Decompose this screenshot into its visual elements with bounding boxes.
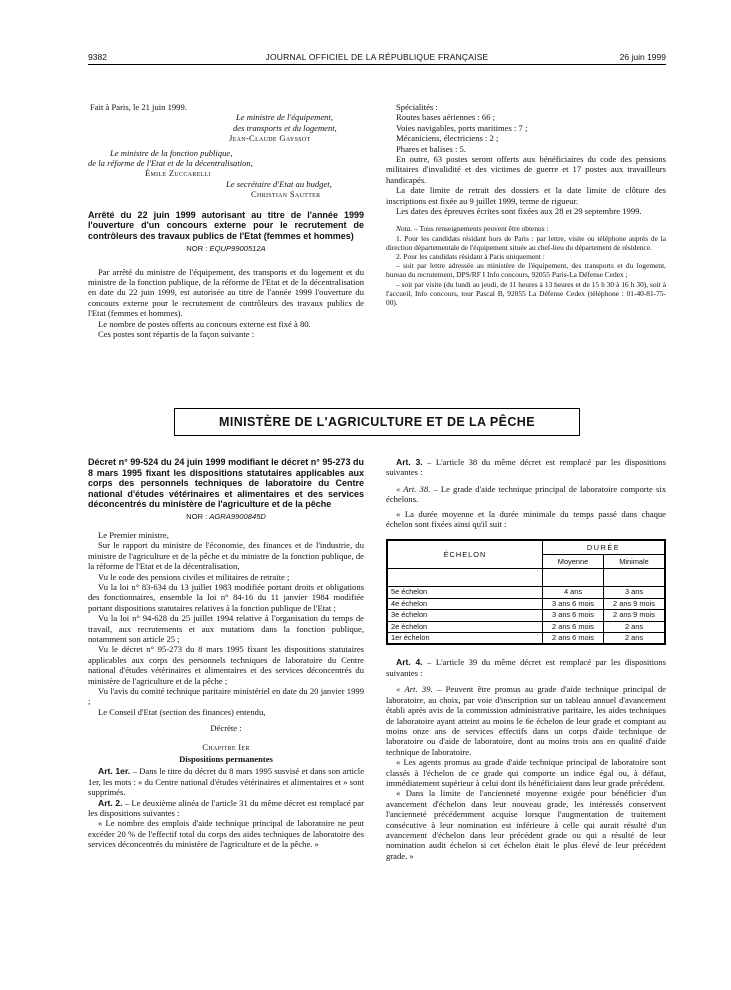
signatory-name: Jean-Claude Gayssot xyxy=(229,133,311,144)
paragraph: Par arrêté du ministre de l'équipement, des transports et du logement et du ministre de la fonction publique, de la réforme de l'Etat et de la décentralisation en date du 22 juin 1999, est autorisée au titre de l'année 1999 l'ouverture du concours externe pour le recrutement de contrôleurs des travaux publics de l'Etat (femmes et hommes). xyxy=(88,266,364,319)
page-header xyxy=(88,52,666,65)
signatory-name: Émile Zuccarelli xyxy=(145,168,211,179)
right-bottom-column xyxy=(386,457,666,861)
table-cell: 3e échelon xyxy=(388,610,543,621)
visa: Vu l'avis du comité technique paritaire ministériel en date du 20 janvier 1999 ; xyxy=(88,686,364,707)
col-header-minimale: Minimale xyxy=(604,555,665,569)
list-line: Phares et balises : 5. xyxy=(396,143,466,154)
nota-text: – Tous renseignements peuvent être obtenus : xyxy=(412,224,549,234)
article-label: Art. 4. xyxy=(396,657,423,668)
signatory-role: de la réforme de l'Etat et de la décentralisation, xyxy=(88,158,253,169)
list-line: Spécialités : xyxy=(396,102,438,112)
article-39 xyxy=(386,684,666,757)
arrete-title: Arrêté du 22 juin 1999 autorisant au titre de l'année 1999 l'ouverture d'un concours externe pour le recrutement de contrôleurs des travaux publics de l'Etat (femmes et hommes) xyxy=(88,209,364,241)
issue-date: 26 juin 1999 xyxy=(619,52,666,62)
left-bottom-column xyxy=(88,457,364,850)
col-header-moyenne: Moyenne xyxy=(543,555,604,569)
table-cell: 1er échelon xyxy=(388,633,543,644)
paragraph: « Les agents promus au grade d'aide technique principal de laboratoire sont classés à l'échelon de ce grade qui comporte un indice égal ou, à défaut, immédiatement supérieur à celui dont ils bénéficiaient dans leur grade précédent. xyxy=(386,757,666,788)
table-cell: 2e échelon xyxy=(388,621,543,632)
nota-item: 1. Pour les candidats résidant hors de Paris : par lettre, visite ou téléphone auprès de la direction départementale de l'équipement située au chef-lieu du département de résidence. xyxy=(386,233,666,252)
article-label: Art. 1er. xyxy=(98,766,131,777)
list-line: Mécaniciens, électriciens : 2 ; xyxy=(396,133,499,144)
page-number: 9382 xyxy=(88,52,107,62)
nor-reference xyxy=(88,512,364,522)
list-line: Routes bases aériennes : 66 ; xyxy=(396,112,496,123)
paragraph: « La durée moyenne et la durée minimale du temps passé dans chaque échelon sont fixées ainsi qu'il suit : xyxy=(386,508,666,530)
nor-label: NOR : xyxy=(186,244,208,254)
table-cell: 2 ans 6 mois xyxy=(543,633,604,644)
visa: Vu la loi n° 83-634 du 13 juillet 1983 modifiée portant droits et obligations des fonctionnaires, ensemble la loi n° 84-16 du 11 janvier 1984 modifiée portant dispositions statutaires relatives à la fonction publique de l'Etat ; xyxy=(88,581,364,613)
list-line: Voies navigables, ports maritimes : 7 ; xyxy=(396,122,528,133)
col-header-duree: DURÉE xyxy=(543,541,665,555)
article-1 xyxy=(88,766,364,797)
table-row xyxy=(388,598,665,609)
paragraph: « Dans la limite de l'ancienneté moyenne exigée pour bénéficier d'un avancement d'échelon dans leur nouveau grade, les intéressés conservent l'ancienneté précédemment acquise lorsque l'augmentation de traitement consécutive à leur nomination est inférieure à celle qui aurait résulté d'un avancement d'échelon dans leur précédent grade ou qui a résulté de leur nomination audit échelon si cet échelon était le plus élevé de leur précédent grade. » xyxy=(386,788,666,861)
table-cell: 4 ans xyxy=(543,587,604,598)
table-cell: 4e échelon xyxy=(388,598,543,609)
article-text: – Le grade d'aide technique principal de laboratoire comporte six échelons. xyxy=(386,483,667,505)
article-text: – Le deuxième alinéa de l'article 31 du même décret est remplacé par les dispositions suivantes : xyxy=(88,797,364,819)
article-text: – Peuvent être promus au grade d'aide technique principal de laboratoire, au choix, par voie d'inscription sur un tableau annuel d'avancement établi après avis de la commission administrative paritaire, les aides techniques de laboratoire ayant atteint au moins le 6e échelon de leur grade et comptant au moins onze ans de services effectifs dans un corps d'aide technique de laboratoire ou d'aide de laboratoire, dont au moins trois ans en qualité d'aide technique de laboratoire. xyxy=(386,684,666,757)
table-cell: 2 ans 9 mois xyxy=(604,610,665,621)
article-text: – Dans le titre du décret du 8 mars 1995 susvisé et dans son article 1er, les mots : « du Centre national d'études vétérinaires et alimentaires et » sont supprimés. xyxy=(88,766,365,798)
signatory-role: Le secrétaire d'Etat au budget, xyxy=(226,178,332,189)
nor-code: AGRA9900845D xyxy=(209,511,266,521)
chapter-heading: Chapitre Ier xyxy=(202,741,250,752)
ministry-banner: MINISTÈRE DE L'AGRICULTURE ET DE LA PÊCHE xyxy=(174,408,580,436)
article-text: – L'article 39 du même décret est remplacé par les dispositions suivantes : xyxy=(386,657,666,678)
table-cell: 3 ans 6 mois xyxy=(543,598,604,609)
article-label: « Art. 38. xyxy=(396,483,431,494)
signatory-role: des transports et du logement, xyxy=(233,122,337,133)
paragraph: Le Premier ministre, xyxy=(98,529,169,540)
fait-a-paris: Fait à Paris, le 21 juin 1999. xyxy=(90,102,187,112)
col-header-echelon: ÉCHELON xyxy=(388,541,543,569)
article-label: « Art. 39. xyxy=(396,684,433,695)
table-cell: 2 ans 9 mois xyxy=(604,598,665,609)
nor-code: EQUP9900512A xyxy=(209,244,266,254)
section-heading: Dispositions permanentes xyxy=(179,754,273,765)
echelon-table xyxy=(386,539,666,645)
nota-label: Nota. xyxy=(396,224,413,234)
visa: Vu la loi n° 94-628 du 25 juillet 1994 relative à l'organisation du temps de travail, aux recrutements et aux mutations dans la fonction publique, notamment son article 25 ; xyxy=(88,613,364,644)
nota-block xyxy=(386,224,666,307)
paragraph: Les dates des épreuves écrites sont fixées aux 28 et 29 septembre 1999. xyxy=(396,206,642,217)
article-3 xyxy=(386,457,666,478)
table-row xyxy=(388,633,665,644)
article-38 xyxy=(386,484,666,505)
table-row xyxy=(388,621,665,632)
article-text: – L'article 38 du même décret est remplacé par les dispositions suivantes : xyxy=(386,457,666,478)
signatory-name: Christian Sautter xyxy=(251,189,321,200)
table-row xyxy=(388,610,665,621)
article-label: Art. 2. xyxy=(98,797,123,808)
quote: « Le nombre des emplois d'aide technique principal de laboratoire ne peut excéder 20 % de l'effectif total du corps des aides techniques de laboratoire des services déconcentrés du ministère de l'agriculture et de la pêche. » xyxy=(88,818,364,850)
right-top-column xyxy=(386,102,666,307)
paragraph: Ces postes sont répartis de la façon suivante : xyxy=(98,329,255,339)
table-cell: 3 ans xyxy=(604,587,665,598)
paragraph: La date limite de retrait des dossiers et la date limite de clôture des inscriptions est fixée au 9 juillet 1999, terme de rigueur. xyxy=(386,185,666,206)
nor-label: NOR : xyxy=(186,511,208,521)
decrete: Décrète : xyxy=(210,723,242,734)
nota-item: 2. Pour les candidats résidant à Paris uniquement : xyxy=(396,252,545,262)
table-cell: 2 ans xyxy=(604,633,665,644)
signatory-role: Le ministre de l'équipement, xyxy=(236,112,333,123)
paragraph: Le nombre de postes offerts au concours externe est fixé à 80. xyxy=(98,318,311,329)
nota-line xyxy=(386,224,666,233)
article-2 xyxy=(88,798,364,819)
article-label: Art. 3. xyxy=(396,457,423,467)
table-row xyxy=(388,587,665,598)
nota-item: – soit par lettre adressée au ministère de l'équipement, des transports et du logement, bureau du recrutement, DPS/RF I Info concours, 92055 Paris-La Défense Cedex ; xyxy=(386,261,666,280)
article-4 xyxy=(386,657,666,678)
visa: Vu le code des pensions civiles et militaires de retraite ; xyxy=(98,571,290,582)
left-top-column xyxy=(88,102,364,339)
table-cell: 3 ans 6 mois xyxy=(543,610,604,621)
visa: Le Conseil d'Etat (section des finances) entendu, xyxy=(98,706,266,717)
visa: Sur le rapport du ministre de l'économie, des finances et de l'industrie, du ministre de l'agriculture et de la pêche et du ministre de la fonction publique, de la réforme de l'Etat et de la décentralisation, xyxy=(88,540,364,572)
nor-reference xyxy=(88,244,364,254)
decret-title: Décret n° 99-524 du 24 juin 1999 modifiant le décret n° 95-273 du 8 mars 1995 fixant les dispositions statutaires applicables aux corps des personnels techniques de laboratoire du Centre national d'études vétérinaires et alimentaires et des services déconcentrés du ministère de l'agriculture et de la pêche xyxy=(88,457,364,509)
visa: Vu le décret n° 95-273 du 8 mars 1995 fixant les dispositions statutaires applicables aux corps des personnels techniques de laboratoire du Centre national d'études vétérinaires et alimentaires et des services déconcentrés du ministère de l'agriculture et de la pêche ; xyxy=(88,644,364,686)
nota-item: – soit par visite (du lundi au jeudi, de 11 heures à 13 heures et de 15 h 30 à 16 h 30), soit à l'accueil, Info concours, tour Pascal B, 92055 La Défense Cedex (téléphone : 01-40-81-75-00). xyxy=(386,279,666,308)
table-cell: 2 ans xyxy=(604,621,665,632)
table-cell: 2 ans 6 mois xyxy=(543,621,604,632)
signatory-role: Le ministre de la fonction publique, xyxy=(110,147,233,158)
table-cell: 5e échelon xyxy=(388,587,543,598)
paragraph: En outre, 63 postes seront offerts aux bénéficiaires du code des pensions militaires d'invalidité et des victimes de guerre et 17 postes aux travailleurs handicapés. xyxy=(386,154,666,185)
journal-title: JOURNAL OFFICIEL DE LA RÉPUBLIQUE FRANÇAISE xyxy=(265,52,489,62)
